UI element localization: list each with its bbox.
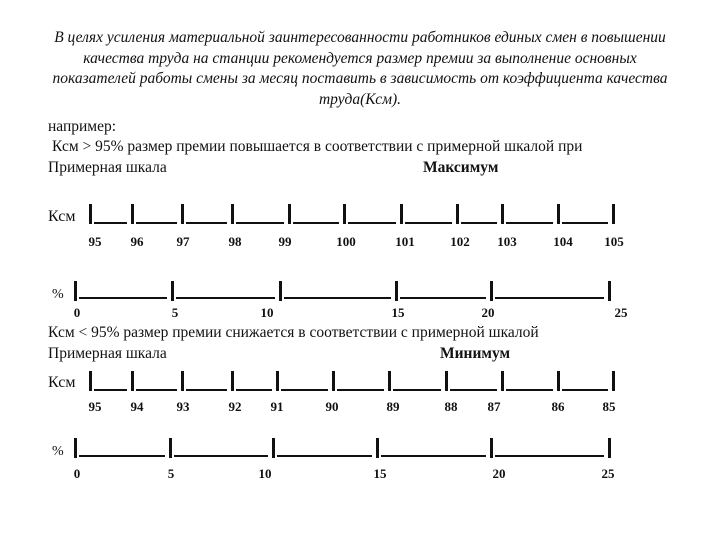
scale-segment [136, 222, 177, 224]
scale-segment [186, 222, 227, 224]
scale-segment [337, 389, 384, 391]
scale-segment [277, 455, 372, 457]
scale-value: 95 [88, 399, 102, 414]
scale-tick [181, 371, 184, 391]
scale-value: 87 [487, 399, 501, 414]
scale-segment [393, 389, 441, 391]
scale-tick [490, 438, 493, 458]
scale-tick [608, 438, 611, 458]
scale-value: 104 [553, 234, 573, 249]
rule-decrease: Ксм < 95% размер премии снижается в соответствии с примерной шкалой [48, 324, 539, 341]
scale-segment [236, 389, 272, 391]
scale-caption-decrease: Примерная шкала [48, 345, 167, 362]
scale-value: 5 [171, 305, 179, 320]
scale-value: 97 [176, 234, 190, 249]
scale-tick [131, 204, 134, 224]
scale-value: 102 [450, 234, 470, 249]
scale-tick [74, 438, 77, 458]
scale-segment [461, 222, 497, 224]
scale-tick [171, 281, 174, 301]
scale-segment [450, 389, 497, 391]
scale-value: 100 [336, 234, 356, 249]
scale-tick [279, 281, 282, 301]
scale-tick [501, 204, 504, 224]
scale-segment [281, 389, 328, 391]
rule-increase: Ксм > 95% размер премии повышается в соответствии с примерной шкалой при [52, 138, 583, 155]
scale-tick [445, 371, 448, 391]
scale-caption-increase: Примерная шкала [48, 159, 167, 176]
scale-value: 0 [73, 466, 81, 481]
ksm-scale-label-decrease: Ксм [48, 374, 76, 391]
scale-value: 94 [130, 399, 144, 414]
scale-tick [557, 204, 560, 224]
scale-value: 98 [228, 234, 242, 249]
scale-value: 86 [551, 399, 565, 414]
percent-scale-label-decrease: % [52, 444, 64, 459]
scale-segment [348, 222, 396, 224]
scale-segment [495, 297, 604, 299]
scale-segment [506, 222, 553, 224]
scale-segment [506, 389, 553, 391]
scale-segment [284, 297, 391, 299]
scale-value: 85 [602, 399, 616, 414]
scale-value: 0 [73, 305, 81, 320]
scale-tick [272, 438, 275, 458]
scale-tick [612, 371, 615, 391]
scale-value: 25 [601, 466, 615, 481]
scale-segment [562, 222, 608, 224]
scale-tick [376, 438, 379, 458]
scale-value: 90 [325, 399, 339, 414]
scale-value: 89 [386, 399, 400, 414]
percent-scale-label-increase: % [52, 287, 64, 302]
scale-tick [612, 204, 615, 224]
scale-tick [332, 371, 335, 391]
scale-value: 96 [130, 234, 144, 249]
scale-tick [89, 204, 92, 224]
scale-value: 10 [260, 305, 274, 320]
scale-segment [174, 455, 268, 457]
scale-segment [405, 222, 452, 224]
scale-tick [388, 371, 391, 391]
scale-value: 15 [373, 466, 387, 481]
scale-tick [181, 204, 184, 224]
scale-segment [495, 455, 604, 457]
scale-segment [400, 297, 486, 299]
scale-value: 88 [444, 399, 458, 414]
scale-segment [136, 389, 177, 391]
scale-tick [74, 281, 77, 301]
scale-tick [456, 204, 459, 224]
scale-value: 103 [497, 234, 517, 249]
scale-value: 95 [88, 234, 102, 249]
scale-segment [94, 389, 127, 391]
scale-segment [293, 222, 339, 224]
scale-value: 20 [492, 466, 506, 481]
example-label: например: [48, 118, 117, 135]
scale-segment [381, 455, 486, 457]
scale-segment [236, 222, 284, 224]
scale-value: 99 [278, 234, 292, 249]
scale-tick [231, 371, 234, 391]
scale-segment [176, 297, 275, 299]
maximum-label: Максимум [423, 159, 499, 176]
scale-tick [288, 204, 291, 224]
scale-segment [94, 222, 127, 224]
scale-segment [79, 297, 167, 299]
scale-segment [186, 389, 227, 391]
scale-value: 101 [395, 234, 415, 249]
scale-value: 5 [167, 466, 175, 481]
scale-tick [231, 204, 234, 224]
scale-tick [89, 371, 92, 391]
scale-value: 93 [176, 399, 190, 414]
scale-value: 25 [614, 305, 628, 320]
scale-tick [490, 281, 493, 301]
scale-value: 10 [258, 466, 272, 481]
scale-value: 91 [270, 399, 284, 414]
scale-tick [501, 371, 504, 391]
scale-tick [395, 281, 398, 301]
scale-value: 92 [228, 399, 242, 414]
scale-tick [343, 204, 346, 224]
scale-segment [79, 455, 165, 457]
scale-tick [557, 371, 560, 391]
minimum-label: Минимум [440, 345, 511, 362]
scale-tick [400, 204, 403, 224]
scale-value: 105 [604, 234, 624, 249]
intro-paragraph: В целях усиления материальной заинтересованности работников единых смен в повышении качества труда на станции рекомендуется размер премии за выполнение основных показателей работы смены за месяц поставить в зависимость от коэффициента качества труда(Ксм). [52, 29, 668, 108]
scale-segment [562, 389, 608, 391]
scale-value: 15 [391, 305, 405, 320]
scale-value: 20 [481, 305, 495, 320]
scale-tick [131, 371, 134, 391]
ksm-scale-label-increase: Ксм [48, 208, 76, 225]
scale-tick [608, 281, 611, 301]
scale-tick [169, 438, 172, 458]
scale-tick [276, 371, 279, 391]
